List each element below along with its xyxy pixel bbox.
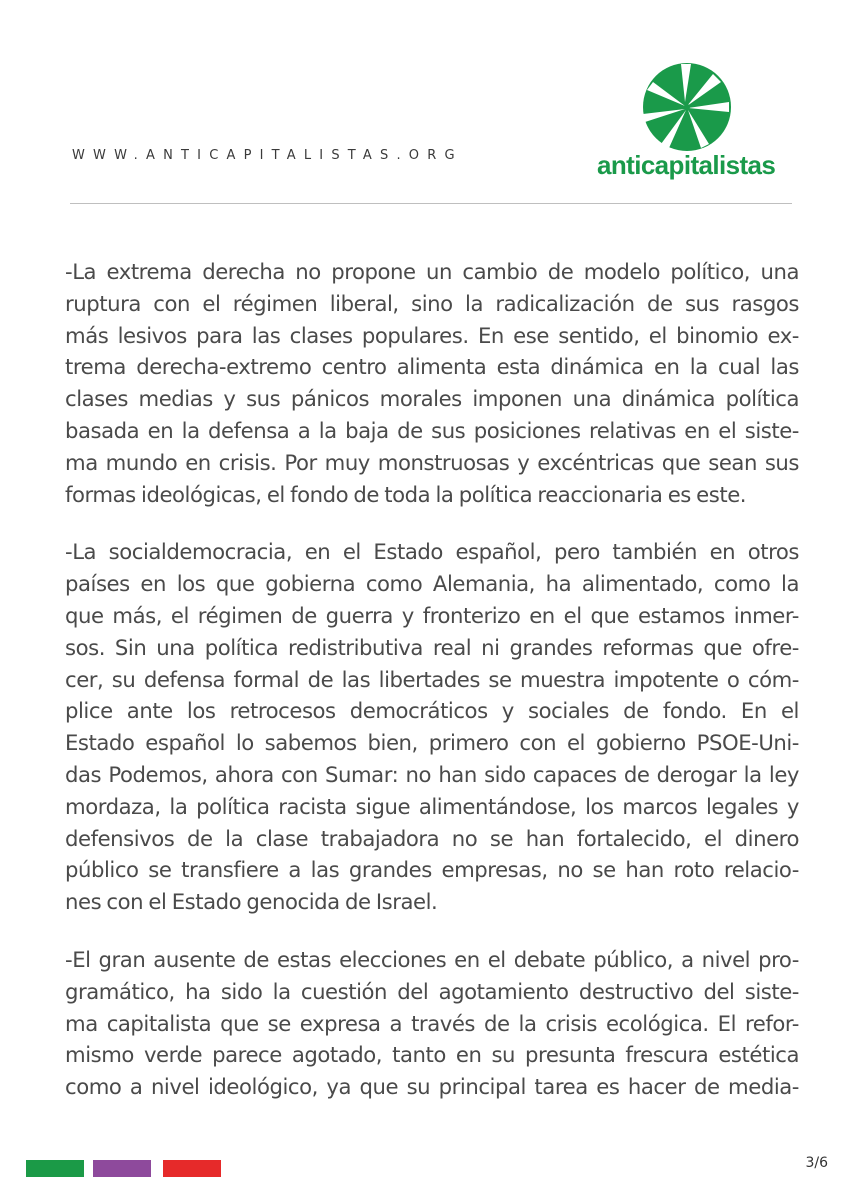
text-line: países en los que gobierna como Alemania, ha alimentado, como la bbox=[65, 571, 799, 597]
logo-wordmark: anticapitalistas bbox=[597, 150, 776, 180]
header-divider bbox=[70, 203, 792, 204]
text-line: Estado español lo sabemos bien, primero con el gobierno PSOE-Uni- bbox=[65, 730, 799, 756]
text-line: ma capitalista que se expresa a través de la crisis ecológica. El refor- bbox=[65, 1010, 799, 1036]
text-line: clases medias y sus pánicos morales imponen una dinámica política bbox=[65, 386, 799, 412]
text-line: más lesivos para las clases populares. En ese sentido, el binomio ex- bbox=[65, 322, 799, 348]
text-line: plice ante los retrocesos democráticos y sociales de fondo. En el bbox=[65, 698, 799, 724]
paragraph-1 bbox=[65, 256, 799, 510]
text-line: formas ideológicas, el fondo de toda la política reaccionaria es este. bbox=[65, 481, 747, 507]
text-line: público se transfiere a las grandes empresas, no se han roto relacio- bbox=[65, 857, 799, 883]
text-line: ma mundo en crisis. Por muy monstruosas y excéntricas que sean sus bbox=[65, 449, 799, 475]
purple-bar bbox=[93, 1160, 151, 1177]
logo bbox=[597, 62, 779, 180]
logo-emblem-icon bbox=[641, 62, 733, 152]
text-line: das Podemos, ahora con Sumar: no han sido capaces de derogar la ley bbox=[65, 761, 799, 787]
text-line: ruptura con el régimen liberal, sino la radicalización de sus rasgos bbox=[65, 290, 799, 316]
text-line: mismo verde parece agotado, tanto en su presunta frescura estética bbox=[65, 1042, 799, 1068]
text-line: -El gran ausente de estas elecciones en el debate público, a nivel pro- bbox=[65, 946, 799, 972]
text-line: mordaza, la política racista sigue alimentándose, los marcos legales y bbox=[65, 793, 799, 819]
text-line: como a nivel ideológico, ya que su principal tarea es hacer de media- bbox=[65, 1074, 799, 1100]
red-bar bbox=[163, 1160, 221, 1177]
text-line: gramático, ha sido la cuestión del agotamiento destructivo del siste- bbox=[65, 978, 799, 1004]
paragraph-3 bbox=[65, 944, 799, 1103]
paragraph-2 bbox=[65, 536, 799, 918]
text-line: defensivos de la clase trabajadora no se han fortalecido, el dinero bbox=[65, 825, 799, 851]
text-line: -La socialdemocracia, en el Estado español, pero también en otros bbox=[65, 539, 799, 565]
text-line: sos. Sin una política redistributiva real ni grandes reformas que ofre- bbox=[65, 634, 799, 660]
green-bar bbox=[26, 1160, 84, 1177]
article-body bbox=[65, 256, 799, 1129]
text-line: cer, su defensa formal de las libertades se muestra impotente o cóm- bbox=[65, 666, 799, 692]
text-line: trema derecha-extremo centro alimenta esta dinámica en la cual las bbox=[65, 354, 799, 380]
text-line: nes con el Estado genocida de Israel. bbox=[65, 889, 438, 915]
site-url: WWW.ANTICAPITALISTAS.ORG bbox=[72, 148, 463, 163]
page-number: 3/6 bbox=[805, 1155, 828, 1171]
text-line: -La extrema derecha no propone un cambio de modelo político, una bbox=[65, 259, 799, 284]
text-line: que más, el régimen de guerra y fronterizo en el que estamos inmer- bbox=[65, 602, 799, 628]
text-line: basada en la defensa a la baja de sus posiciones relativas en el siste- bbox=[65, 417, 799, 443]
